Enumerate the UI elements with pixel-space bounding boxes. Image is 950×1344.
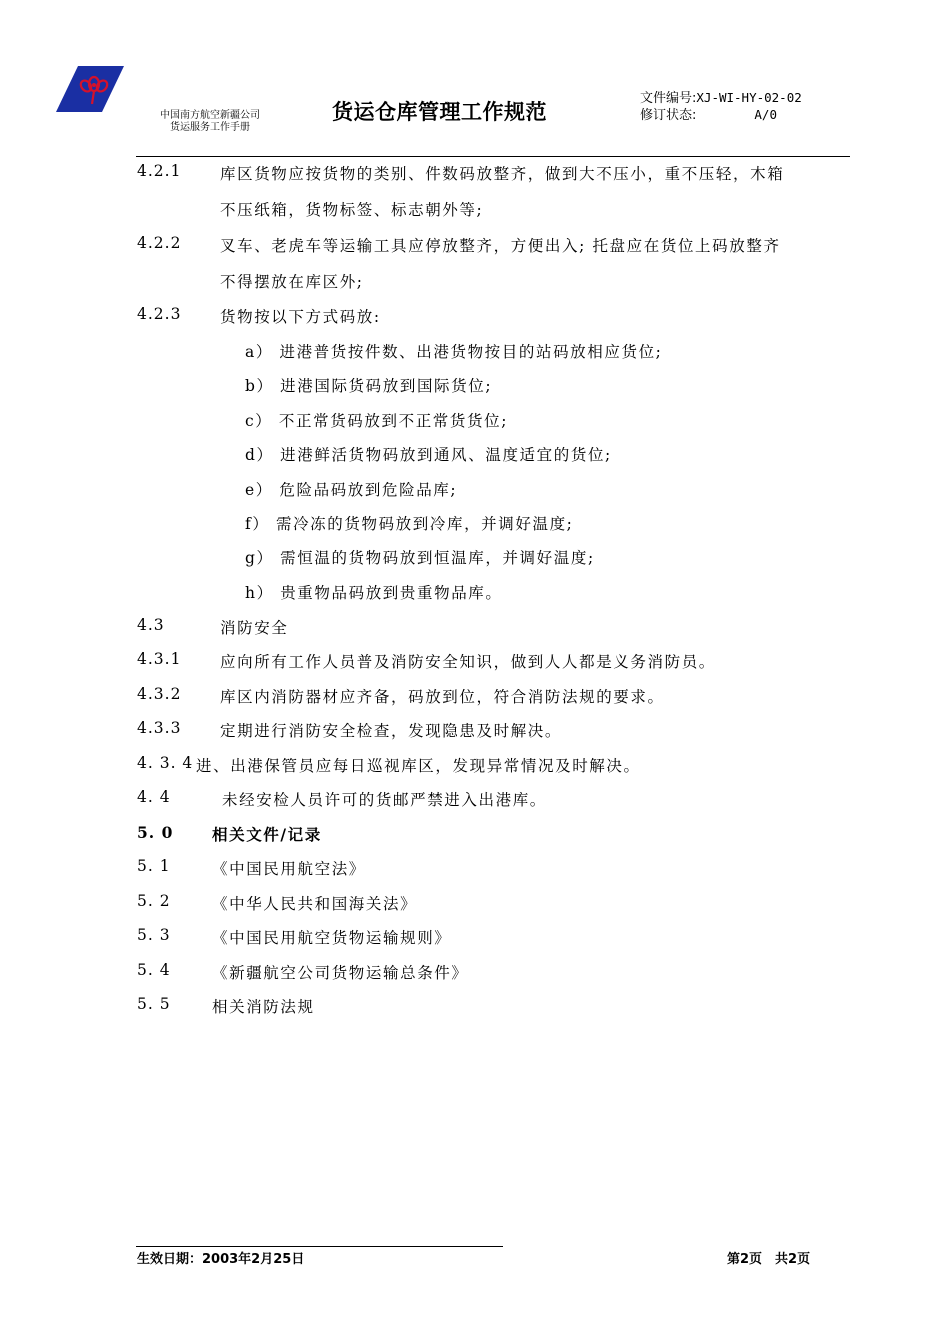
list-item: d） 进港鲜活货物码放到通风、温度适宜的货位; [245, 446, 612, 464]
list-item: f） 需冷冻的货物码放到冷库，并调好温度; [245, 515, 574, 533]
section-heading: 相关文件/记录 [212, 825, 322, 844]
section-text: 相关消防法规 [212, 998, 315, 1016]
section-text: 应向所有工作人员普及消防安全知识，做到人人都是义务消防员。 [220, 653, 716, 671]
section-number: 5. 3 [137, 926, 171, 944]
list-item: a） 进港普货按件数、出港货物按目的站码放相应货位; [245, 343, 663, 361]
section-number: 4.3.1 [137, 650, 182, 668]
section-text: 叉车、老虎车等运输工具应停放整齐，方便出入; 托盘应在货位上码放整齐 [220, 237, 781, 255]
org-line-2: 货运服务工作手册 [170, 122, 250, 133]
revision-value: A/0 [754, 107, 777, 122]
revision-label: 修订状态: [640, 108, 697, 123]
section-number: 5. 5 [137, 995, 171, 1013]
section-number: 5. 2 [137, 892, 171, 910]
list-item: c） 不正常货码放到不正常货货位; [245, 412, 509, 430]
section-text: 不得摆放在库区外; [220, 273, 364, 291]
document-meta [640, 90, 802, 124]
doc-number-label: 文件编号: [640, 91, 697, 106]
section-number: 4.2.1 [137, 162, 182, 180]
page-info: 第2页 共2页 [727, 1252, 811, 1267]
section-text: 定期进行消防安全检查，发现隐患及时解决。 [220, 722, 563, 740]
effective-date: 生效日期：2003年2月25日 [137, 1252, 305, 1267]
section-number: 5. 1 [137, 857, 171, 875]
section-number: 4.2.2 [137, 234, 182, 252]
list-item: b） 进港国际货码放到国际货位; [245, 377, 493, 395]
list-item: g） 需恒温的货物码放到恒温库，并调好温度; [245, 549, 595, 567]
section-number: 4. 4 [137, 788, 171, 806]
list-item: h） 贵重物品码放到贵重物品库。 [245, 584, 503, 602]
section-text: 《新疆航空公司货物运输总条件》 [212, 964, 469, 982]
doc-number-value: XJ-WI-HY-02-02 [696, 90, 802, 105]
section-number: 5. 4 [137, 961, 171, 979]
section-number: 4. 3. 4 [137, 754, 194, 772]
section-text: 货物按以下方式码放: [220, 308, 381, 326]
organization-name [160, 110, 260, 134]
airline-logo-icon [56, 66, 124, 112]
section-text: 《中国民用航空法》 [212, 860, 366, 878]
section-text: 《中国民用航空货物运输规则》 [212, 929, 452, 947]
section-number: 4.3.3 [137, 719, 182, 737]
section-text: 不压纸箱，货物标签、标志朝外等; [220, 201, 484, 219]
section-heading-number: 5. 0 [137, 823, 174, 842]
section-number: 4.2.3 [137, 305, 182, 323]
section-number: 4.3.2 [137, 685, 182, 703]
section-text: 库区货物应按货物的类别、件数码放整齐，做到大不压小，重不压轻，木箱 [220, 165, 785, 183]
section-text: 进、出港保管员应每日巡视库区，发现异常情况及时解决。 [196, 757, 641, 775]
header-divider [136, 156, 850, 157]
document-title: 货运仓库管理工作规范 [332, 100, 547, 124]
org-line-1: 中国南方航空新疆公司 [160, 110, 260, 121]
footer-divider [136, 1246, 503, 1247]
list-item: e） 危险品码放到危险品库; [245, 481, 458, 499]
section-text: 《中华人民共和国海关法》 [212, 895, 418, 913]
section-number: 4.3 [137, 616, 165, 634]
section-text: 未经安检人员许可的货邮严禁进入出港库。 [222, 791, 547, 809]
section-text: 消防安全 [220, 619, 289, 637]
section-text: 库区内消防器材应齐备，码放到位，符合消防法规的要求。 [220, 688, 665, 706]
